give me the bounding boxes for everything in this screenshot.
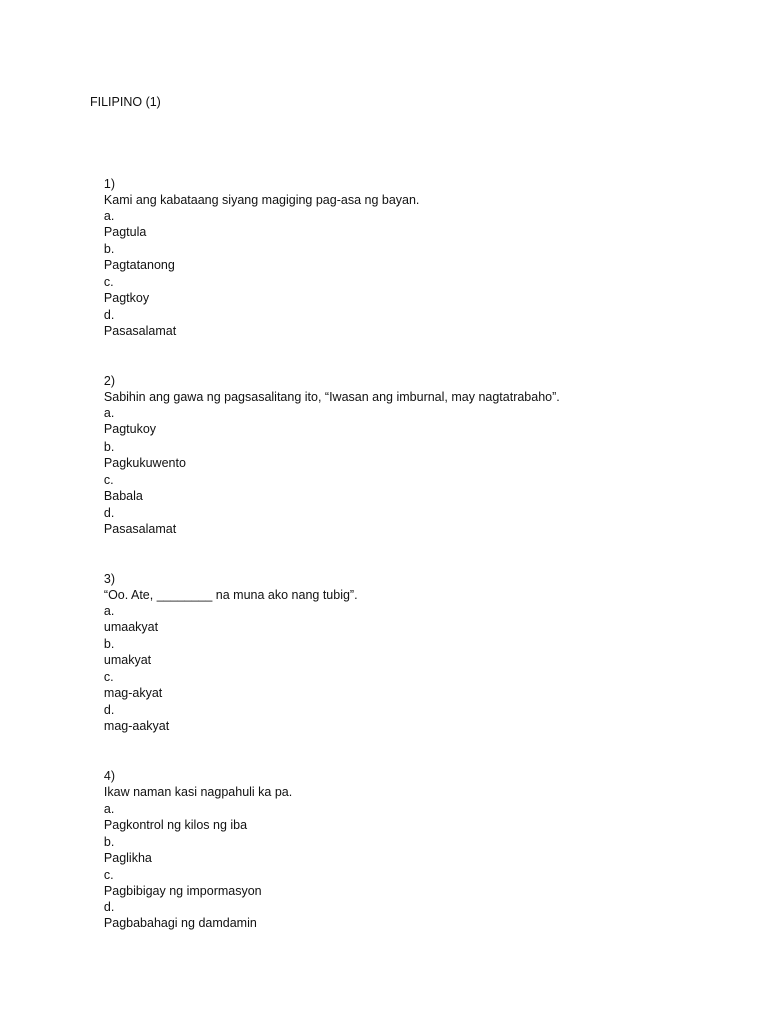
choice-letter: a. xyxy=(103,406,115,420)
choice-text: Pasasalamat xyxy=(103,324,177,338)
choice-text: Pagtkoy xyxy=(103,291,150,305)
choice-text: Babala xyxy=(103,489,143,503)
choice-letter: a. xyxy=(103,802,115,816)
choice-text: Pagtukoy xyxy=(103,422,157,436)
choice-letter: d. xyxy=(103,308,115,322)
choice-text: Pagbabahagi ng damdamin xyxy=(103,916,257,930)
question-number: 1) xyxy=(103,177,116,191)
choice-text: mag-aakyat xyxy=(103,719,170,733)
choice-text: Pagkukuwento xyxy=(103,456,186,470)
choice-letter: c. xyxy=(103,868,114,882)
document-title: FILIPINO (1) xyxy=(90,95,161,109)
choice-letter: c. xyxy=(103,275,114,289)
choice-text: mag-akyat xyxy=(103,686,163,700)
choice-text: Paglikha xyxy=(103,851,152,865)
choice-letter: d. xyxy=(103,703,115,717)
choice-text: umaakyat xyxy=(103,620,159,634)
question-4-choice-d xyxy=(90,883,257,947)
choice-text: Pagbibigay ng impormasyon xyxy=(103,884,262,898)
question-3-choice-d xyxy=(90,686,169,750)
choice-letter: b. xyxy=(103,440,115,454)
question-number: 2) xyxy=(103,374,116,388)
choice-letter: b. xyxy=(103,835,115,849)
choice-text: Pasasalamat xyxy=(103,522,177,536)
choice-letter: c. xyxy=(103,473,114,487)
choice-letter: d. xyxy=(103,900,115,914)
choice-letter: a. xyxy=(103,604,115,618)
choice-text: Pagtula xyxy=(103,225,147,239)
choice-letter: b. xyxy=(103,242,115,256)
choice-text: umakyat xyxy=(103,653,152,667)
question-text: Sabihin ang gawa ng pagsasalitang ito, “Iwasan ang imburnal, may nagtatrabaho”. xyxy=(103,390,560,404)
choice-text: Pagtatanong xyxy=(103,258,175,272)
choice-letter: b. xyxy=(103,637,115,651)
choice-letter: a. xyxy=(103,209,115,223)
question-text: “Oo. Ate, ________ na muna ako nang tubig”. xyxy=(103,588,358,602)
question-number: 4) xyxy=(103,769,116,783)
question-text: Kami ang kabataang siyang magiging pag-asa ng bayan. xyxy=(103,193,420,207)
question-2 xyxy=(90,357,560,421)
choice-text: Pagkontrol ng kilos ng iba xyxy=(103,818,248,832)
question-2-choice-d xyxy=(90,489,176,553)
choice-letter: d. xyxy=(103,506,115,520)
question-1-choice-d xyxy=(90,291,176,355)
question-text: Ikaw naman kasi nagpahuli ka pa. xyxy=(103,785,293,799)
choice-letter: c. xyxy=(103,670,114,684)
question-number: 3) xyxy=(103,572,116,586)
